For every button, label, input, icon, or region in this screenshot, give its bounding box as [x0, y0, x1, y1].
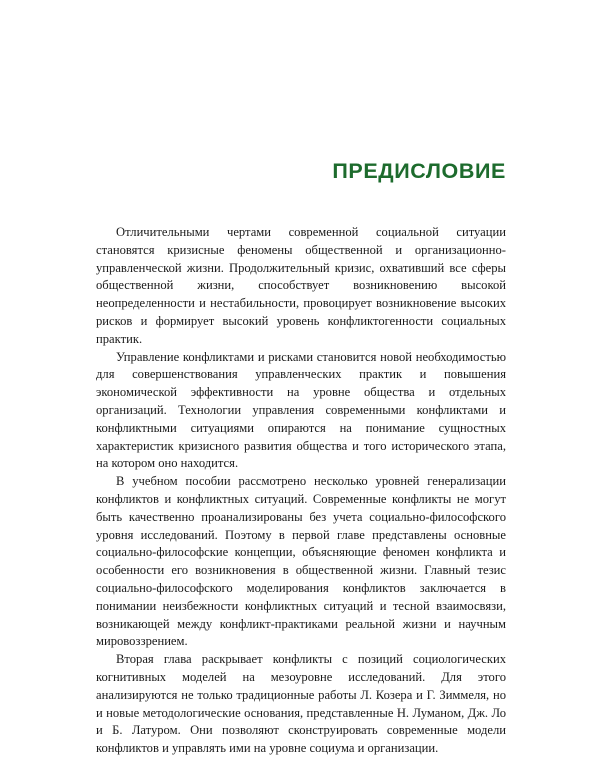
paragraph: Вторая глава раскрывает конфликты с позиций социологических когнитивных моделей на мезоуровне исследований. Для этого анализируются не только традиционные работы Л. Козера и Г. Зиммеля, но и новые методологические основания, представленные Н. Луманом, Дж. Ло и Б. Латуром. Они позволяют сконструировать современные модели конфликтов и управлять ими на уровне социума и организации.	[96, 652, 506, 756]
paragraph: Управление конфликтами и рисками становится новой необходимостью для совершенствования управленческих практик и повышения экономической эффективности на уровне общества и отдельных организаций. Технологии управления современными конфликтами и конфликтными ситуациями опираются на понимание сущностных характеристик кризисного развития общества и того исторического этапа, на котором оно находится.	[96, 349, 506, 471]
body-text	[96, 224, 506, 758]
page-title: ПРЕДИСЛОВИЕ	[332, 159, 506, 183]
paragraph: Отличительными чертами современной социальной ситуации становятся кризисные феномены общественной и организационно-управленческой жизни. Продолжительный кризис, охвативший все сферы общественной жизни, способствует возникновению высокой неопределенности и нестабильности, провоцирует возникновение высоких рисков и формирует высокий уровень конфликтогенности социальных практик.	[96, 225, 506, 346]
paragraph: В учебном пособии рассмотрено несколько уровней генерализации конфликтов и конфликтных ситуаций. Современные конфликты не могут быть качественно проанализированы без учета социально-философского уровня исследований. Поэтому в первой главе представлены основные социально-философские концепции, объясняющие феномен конфликта и особенности его возникновения в общественной жизни. Главный тезис социально-философского моделирования конфликтов заключается в понимании неизбежности конфликтных ситуаций и тесной взаимосвязи, возникающей между конфликт-практиками реальной жизни и научным мировоззрением.	[96, 474, 506, 649]
